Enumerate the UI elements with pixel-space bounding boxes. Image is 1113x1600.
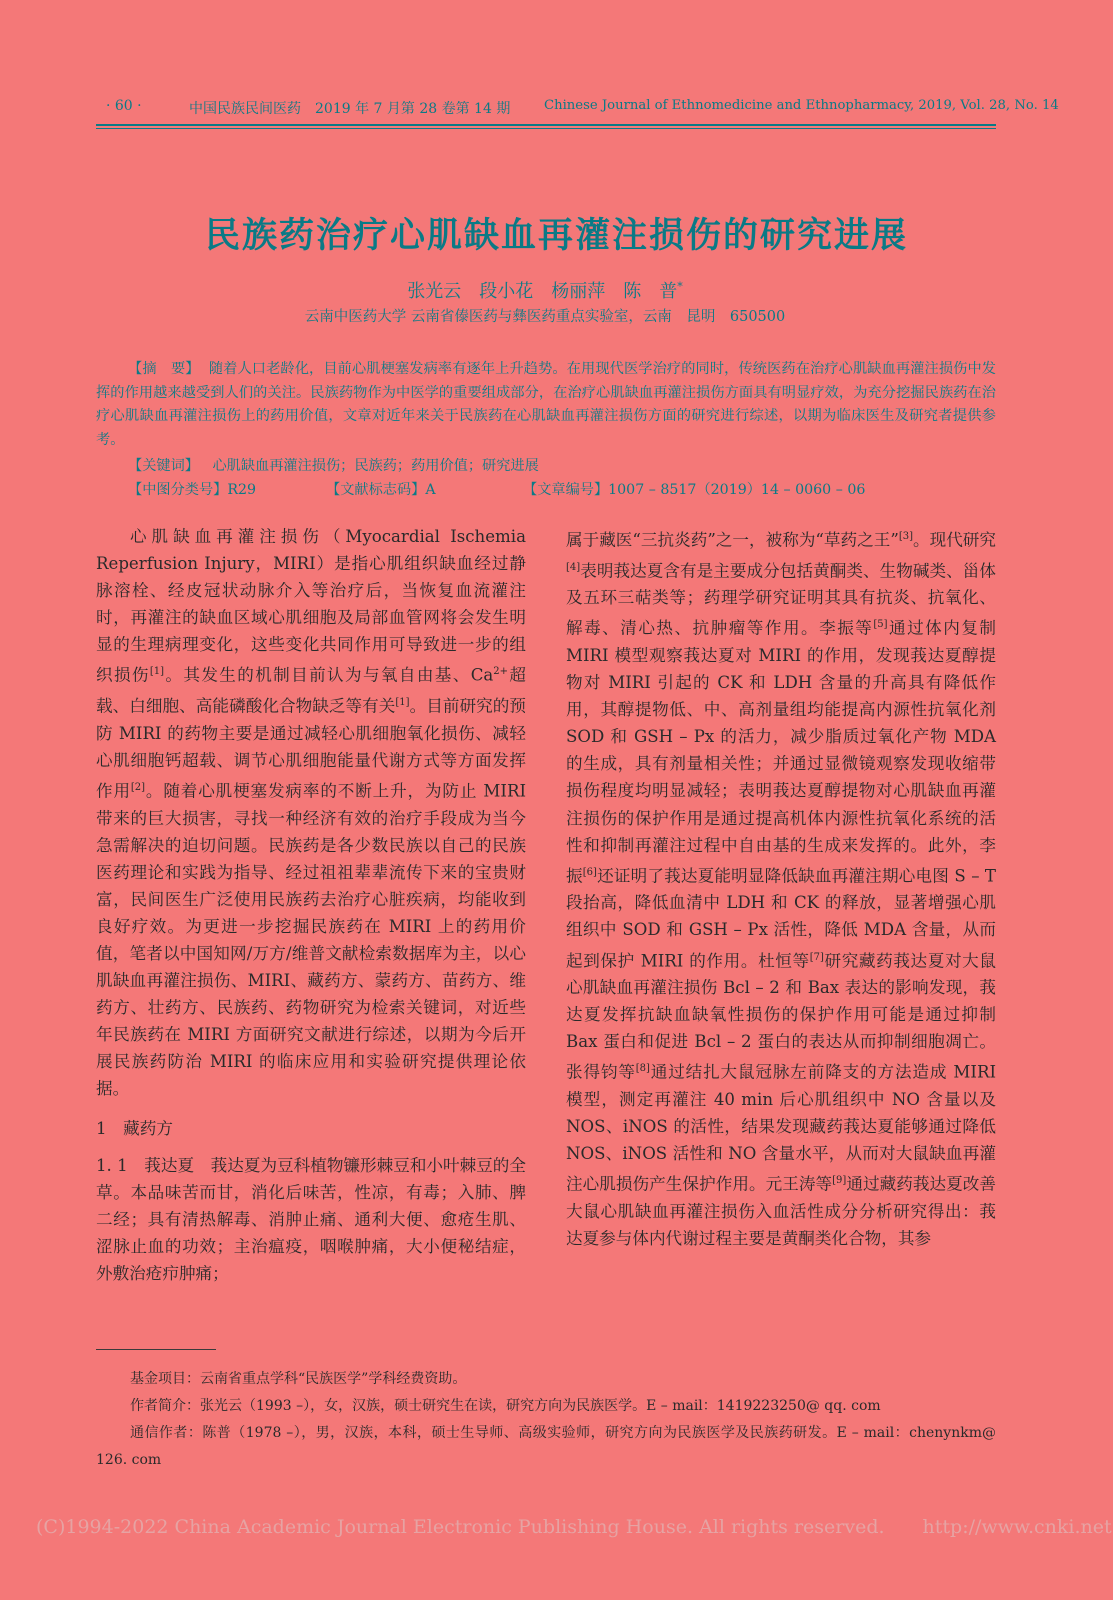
keywords <box>128 455 539 475</box>
citation: [8] <box>635 1063 650 1075</box>
text-run: 通过体内复制 MIRI 模型观察莪达夏对 MIRI 的作用，发现莪达夏醇提物对 MIRI 引起的 CK 和 LDH 含量的升高具有降低作用，其醇提物低、中、高剂量组均能提高内源性抗氧化剂 SOD 和 GSH – Px 的活力，减少脂质过氧化产物 MDA 的生成，具有剂量相关性；并通过显微镜观察发现收缩带损伤程度均明显减轻；表明莪达夏醇提物对心肌缺血再灌注损伤的保护作用是通过提高机体内源性抗氧化系统的活性和抑制再灌注过程中自由基的生成来发挥的。此外，李振 <box>566 618 997 886</box>
subsection-paragraph: 1. 1 莪达夏 莪达夏为豆科植物镰形棘豆和小叶棘豆的全草。本品味苦而甘，消化后味苦，性凉，有毒；入肺、脾二经；具有清热解毒、消肿止痛、通利大便、愈疮生肌、涩脉止血的功效；主治瘟疫，咽喉肿痛，大小便秘结症，外敷治疮疖肿痛； <box>96 1155 526 1284</box>
text-run: 属于藏医“三抗炎药”之一，被称为“草药之王” <box>566 530 899 550</box>
paper-title: 民族药治疗心肌缺血再灌注损伤的研究进展 <box>204 215 908 256</box>
citation: [1] <box>149 666 165 678</box>
right-column <box>566 523 996 1252</box>
abstract <box>96 358 996 452</box>
citation: [4] <box>566 561 581 573</box>
authors-text: 张光云 段小花 杨丽萍 陈 普 <box>407 281 678 302</box>
affiliation: 云南中医药大学 云南省傣医药与彝医药重点实验室，云南 昆明 650500 <box>304 309 786 325</box>
article-number: 【文章编号】1007 – 8517（2019）14 – 0060 – 06 <box>523 482 866 498</box>
abstract-text: 随着人口老龄化，目前心肌梗塞发病率有逐年上升趋势。在用现代医学治疗的同时，传统医药在治疗心肌缺血再灌注损伤中发挥的作用越来越受到人们的关注。民族药物作为中医学的重要组成部分，在治疗心肌缺血再灌注损伤方面具有明显疗效，为充分挖掘民族药在治疗心肌缺血再灌注损伤上的药用价值，文章对近年来关于民族药在心肌缺血再灌注损伤方面的研究进行综述，以期为临床医生及研究者提供参考。 <box>96 361 996 448</box>
text-run: 。其发生的机制目前认为与氧自由基、Ca <box>164 666 494 685</box>
citation: [5] <box>873 619 888 631</box>
classification-line <box>128 479 998 501</box>
footnote-rule <box>96 1349 216 1350</box>
header-rule <box>96 124 996 126</box>
superscript: 2+ <box>493 666 509 678</box>
text-run: 还证明了莪达夏能明显降低缺血再灌注期心电图 S – T 段抬高，降低血清中 LDH 和 CK 的释放，显著增强心肌组织中 SOD 和 GSH – Px 活性，降低 MDA 含量，从而起到保护 MIRI 的作用。杜恒等 <box>566 866 997 971</box>
page-number: · 60 · <box>106 98 142 114</box>
citation: [6] <box>582 866 597 878</box>
header-rule-thin <box>96 128 996 129</box>
text-run: 表明莪达夏含有是主要成分包括黄酮类、生物碱类、甾体及五环三萜类等；药理学研究证明其具有抗炎、抗氧化、解毒、清心热、抗肿瘤等作用。李振等 <box>566 561 996 638</box>
copyright-watermark: (C)1994-2022 China Academic Journal Electronic Publishing House. All rights reserved. http://www.cnki.net <box>36 1516 1112 1538</box>
abstract-label: 【摘 要】 <box>128 361 200 377</box>
text-run: 。随着心肌梗塞发病率的不断上升，为防止 MIRI 带来的巨大损害，寻找一种经济有效的治疗手段成为当今急需解决的迫切问题。民族药是各少数民族以自己的民族医药理论和实践为指导、经过祖祖辈辈流传下来的宝贵财富，民间医生广泛使用民族药去治疗心脏疾病，均能收到良好疗效。为更进一步挖掘民族药在 MIRI 上的药用价值，笔者以中国知网/万方/维普文献检索数据库为主，以心肌缺血再灌注损伤、MIRI、藏药方、蒙药方、苗药方、维药方、壮药方、民族药、药物研究为检索关键词，对近些年民族药在 MIRI 方面研究文献进行综述，以期为今后开展民族药防治 MIRI 的临床应用和实验研究提供理论依据。 <box>96 781 527 1099</box>
clc-number: 【中图分类号】R29 <box>128 482 257 498</box>
body-paragraph <box>566 523 996 1252</box>
intro-paragraph <box>96 523 526 1103</box>
correspondence-note: 通信作者：陈普（1978 –），男，汉族，本科，硕士生导师、高级实验师，研究方向为民族医学及民族药研发。E – mail：chenynkm@ 126. com <box>96 1425 996 1468</box>
document-code: 【文献标志码】A <box>326 482 436 498</box>
journal-title-en: Chinese Journal of Ethnomedicine and Ethnopharmacy, 2019, Vol. 28, No. 14 <box>544 98 1059 113</box>
text-run: 心肌缺血再灌注损伤（Myocardial Ischemia Reperfusion Injury，MIRI）是指心肌组织缺血经过静脉溶栓、经皮冠状动脉介入等治疗后，当恢复血流灌注时，再灌注的缺血区域心肌细胞及局部血管网将会发生明显的生理病理变化，这些变化共同作用可导致进一步的组织损伤 <box>96 527 526 685</box>
citation: [2] <box>130 781 146 793</box>
text-run: 。现代研究 <box>912 530 996 550</box>
citation: [7] <box>809 951 824 963</box>
author-list <box>0 277 1090 303</box>
keywords-text: 心肌缺血再灌注损伤；民族药；药用价值；研究进展 <box>212 458 539 474</box>
text-run: 通过结扎大鼠冠脉左前降支的方法造成 MIRI 模型，测定再灌注 40 min 后心肌组织中 NO 含量以及 NOS、iNOS 的活性，结果发现藏药莪达夏能够通过降低 NOS、iNOS 活性和 NO 含量水平，从而对大鼠缺血再灌注心肌损伤产生保护作用。元王涛等 <box>566 1062 996 1194</box>
journal-title-cn: 中国民族民间医药 2019 年 7 月第 28 卷第 14 期 <box>189 101 511 117</box>
text-run: 超载、白细胞、高能磷酸化合物缺乏等有关 <box>96 666 527 716</box>
citation: [1] <box>395 697 410 709</box>
citation: [3] <box>898 531 913 542</box>
keywords-label: 【关键词】 <box>128 458 199 474</box>
citation: [9] <box>832 1175 847 1187</box>
corresponding-mark: * <box>677 280 683 293</box>
text-run: 。目前研究的预防 MIRI 的药物主要是通过减轻心肌细胞氧化损伤、减轻心肌细胞钙超载、调节心肌细胞能量代谢方式等方面发挥作用 <box>96 696 527 801</box>
footnotes <box>96 1366 996 1474</box>
section-heading: 1 藏药方 <box>96 1118 173 1138</box>
text-run: 研究藏药莪达夏对大鼠心肌缺血再灌注损伤 Bcl – 2 和 Bax 表达的影响发现，莪达夏发挥抗缺血缺氧性损伤的保护作用可能是通过抑制 Bax 蛋白和促进 Bcl – 2 蛋白的表达从而抑制细胞凋亡。张得钧等 <box>566 951 996 1082</box>
left-column <box>96 523 526 1287</box>
text-run: 通过藏药莪达夏改善大鼠心肌缺血再灌注损伤入血活性成分分析研究得出：莪达夏参与体内代谢过程主要是黄酮类化合物，其参 <box>566 1174 997 1249</box>
funding-note: 基金项目：云南省重点学科“民族医学”学科经费资助。 <box>130 1371 467 1387</box>
author-note: 作者简介：张光云（1993 –），女，汉族，硕士研究生在读，研究方向为民族医学。E – mail：1419223250@ qq. com <box>130 1398 881 1414</box>
running-header <box>96 98 1059 120</box>
